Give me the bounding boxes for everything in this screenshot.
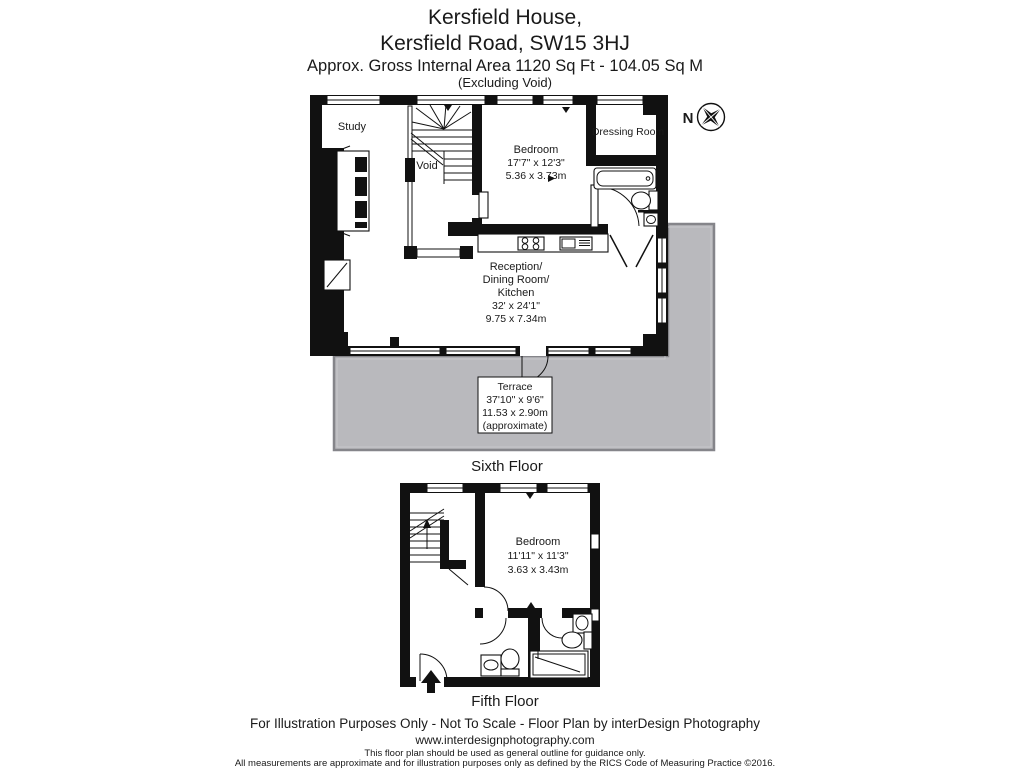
bedroom-door [479, 192, 488, 218]
bedroom6-label: Bedroom [513, 144, 559, 156]
fifth-floor-stairs [410, 509, 468, 585]
wardrobe [337, 146, 369, 236]
void-label: Void [416, 160, 438, 172]
terrace-imperial: 37'10" x 9'6" [486, 394, 544, 406]
disclaimer-line: For Illustration Purposes Only - Not To Scale - Floor Plan by interDesign Photography [250, 716, 760, 731]
bathroom5-toilet-tank [584, 632, 592, 649]
reception-metric: 9.75 x 7.34m [485, 313, 547, 325]
guidance-note: This floor plan should be used as general outline for guidance only. [364, 748, 646, 759]
terrace-name: Terrace [497, 381, 533, 393]
bathroom5-toilet [562, 632, 582, 648]
terrace-metric: 11.53 x 2.90m [482, 407, 548, 419]
wall-niche [324, 260, 350, 290]
study-label: Study [337, 121, 367, 133]
terrace-label-box [478, 377, 552, 433]
property-title-line1: Kersfield House, [427, 6, 583, 29]
bedroom6-imperial: 17'7" x 12'3" [507, 157, 565, 169]
kitchen-counter [478, 234, 608, 252]
rics-note: All measurements are approximate and for illustration purposes only as defined by the RICS Code of Measuring Practice ©2016. [234, 758, 776, 768]
property-title-line2: Kersfield Road, SW15 3HJ [380, 32, 630, 55]
bathroom-door [591, 185, 639, 227]
toilet [632, 192, 651, 209]
bathroom-fixtures [594, 168, 658, 226]
north-label: N [682, 110, 694, 127]
wc-fixtures [481, 649, 519, 676]
sixth-floor-plan [310, 95, 714, 475]
bedroom5-metric: 3.63 x 3.43m [507, 564, 569, 576]
reception-line1: Reception/ [489, 261, 543, 273]
website-url: www.interdesignphotography.com [415, 733, 595, 747]
sixth-floor-label: Sixth Floor [471, 458, 543, 475]
terrace-note: (approximate) [482, 420, 548, 432]
dressing-room-label: Dressing Room [591, 126, 665, 138]
compass [683, 104, 725, 131]
bedroom5-imperial: 11'11" x 11'3" [507, 550, 569, 562]
double-doors [610, 235, 653, 267]
gross-internal-area: Approx. Gross Internal Area 1120 Sq Ft - 104.05 Sq M [307, 57, 703, 75]
reception-line2: Dining Room/ [482, 274, 550, 286]
bedroom6-metric: 5.36 x 3.73m [505, 170, 567, 182]
bedroom5-label: Bedroom [515, 536, 561, 548]
reception-imperial: 32' x 24'1" [491, 300, 541, 312]
fifth-floor-label: Fifth Floor [471, 693, 539, 710]
excluding-void-note: (Excluding Void) [458, 75, 552, 90]
hob [518, 237, 544, 250]
footer-block [235, 716, 775, 768]
reception-line3: Kitchen [497, 287, 535, 299]
entry-arrow-icon [421, 670, 441, 693]
header-block [307, 6, 703, 90]
wc-toilet [501, 649, 519, 669]
fifth-floor-plan [400, 483, 600, 710]
